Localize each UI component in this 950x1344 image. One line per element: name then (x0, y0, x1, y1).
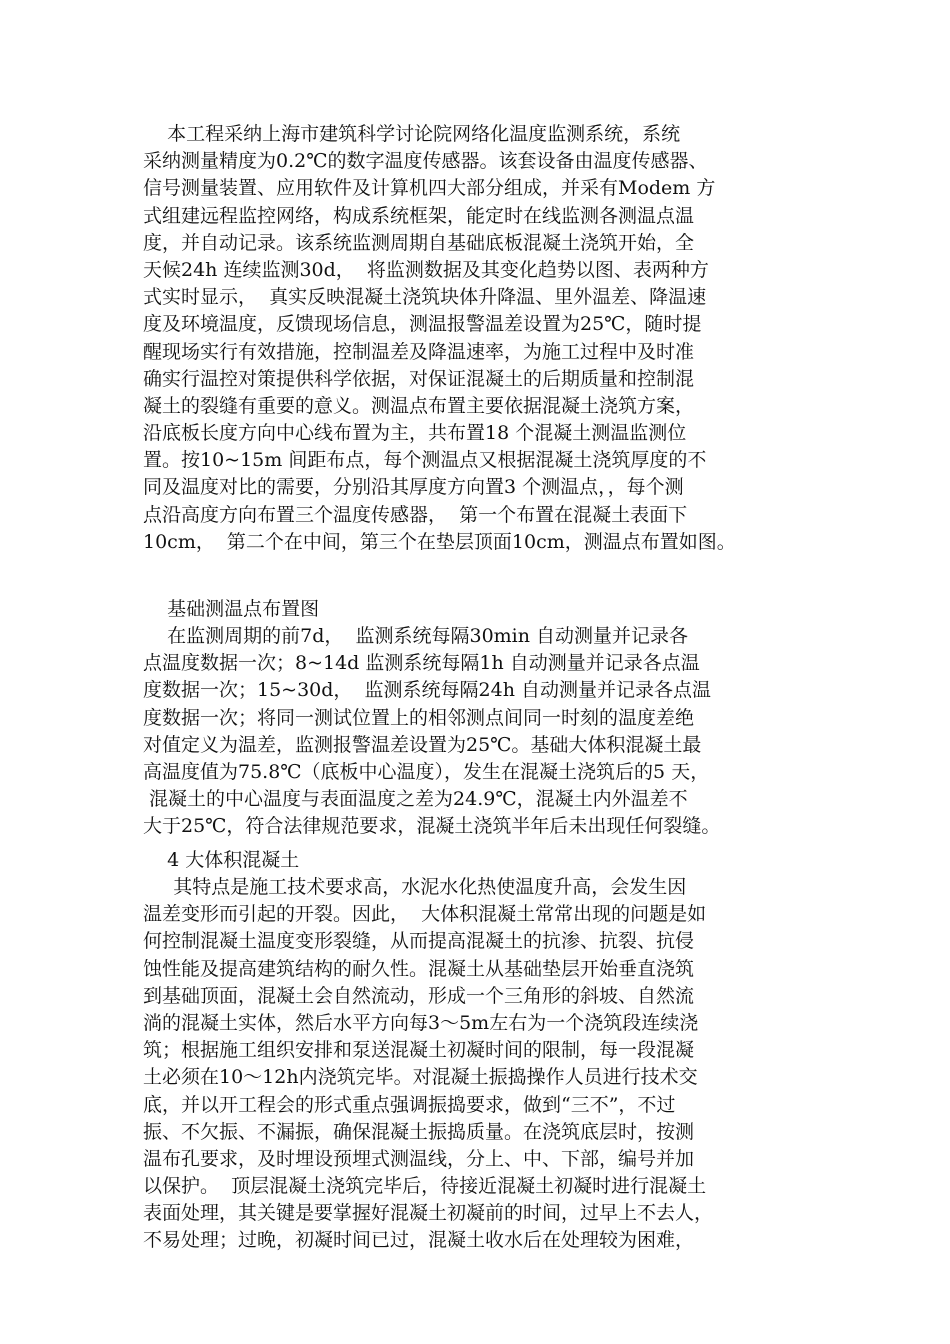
text-line: 本工程采纳上海市建筑科学讨论院网络化温度监测系统，系统 (143, 123, 681, 145)
text-line: 置。按10~15m 间距布点，每个测温点又根据混凝土浇筑厚度的不 (143, 449, 707, 472)
text-line: 底，并以开工程会的形式重点强调振捣要求，做到“三不”，不过 (143, 1093, 676, 1116)
text-line: 温差变形而引起的开裂。因此， 大体积混凝土常常出现的问题是如 (143, 903, 707, 926)
text-line: 确实行温控对策提供科学依据，对保证混凝土的后期质量和控制混 (143, 367, 695, 390)
text-line: 式实时显示， 真实反映混凝土浇筑块体升降温、里外温差、降温速 (143, 286, 707, 309)
text-line: 天候24h 连续监测30d， 将监测数据及其变化趋势以图、表两种方 (143, 258, 709, 281)
text-line: 度及环境温度，反馈现场信息，测温报警温差设置为25℃，随时提 (143, 313, 702, 336)
text-line: 不易处理；过晚，初凝时间已过，混凝土收水后在处理较为困难， (143, 1229, 695, 1252)
text-line: 到基础顶面，混凝土会自然流动，形成一个三角形的斜坡、自然流 (143, 984, 695, 1007)
caption-text: 基础测温点布置图 (143, 598, 320, 620)
text-line: 在监测周期的前7d， 监测系统每隔30min 自动测量并记录各 (143, 625, 689, 647)
text-line: 凝土的裂缝有重要的意义。测温点布置主要依据混凝土浇筑方案， (143, 394, 695, 417)
paragraph-mass-concrete (143, 874, 813, 1255)
text-line: 采纳测量精度为0.2℃的数字温度传感器。该套设备由温度传感器、 (143, 150, 708, 173)
text-line: 其特点是施工技术要求高，水泥水化热使温度升高，会发生因 (143, 876, 687, 898)
text-line: 大于25℃，符合法律规范要求，混凝土浇筑半年后未出现任何裂缝。 (143, 815, 721, 838)
text-line: 10cm， 第二个在中间，第三个在垫层顶面10cm，测温点布置如图。 (143, 530, 736, 553)
text-line: 表面处理，其关键是要掌握好混凝土初凝前的时间，过早上不去人， (143, 1202, 714, 1225)
text-line: 沿底板长度方向中心线布置为主，共布置18 个混凝土测温监测位 (143, 422, 687, 445)
text-line: 信号测量装置、应用软件及计算机四大部分组成，并采有Modem 方 (143, 177, 716, 200)
text-line: 醒现场实行有效措施，控制温差及降温速率，为施工过程中及时准 (143, 340, 695, 363)
text-line: 式组建远程监控网络，构成系统框架，能定时在线监测各测温点温 (143, 204, 695, 227)
text-line: 点沿高度方向布置三个温度传感器， 第一个布置在混凝土表面下 (143, 503, 688, 526)
text-line: 对值定义为温差，监测报警温差设置为25℃。基础大体积混凝土最 (143, 733, 702, 756)
text-line: 以保护。 顶层混凝土浇筑完毕后，待接近混凝土初凝时进行混凝土 (143, 1175, 707, 1198)
text-line: 高温度值为75.8℃（底板中心温度），发生在混凝土浇筑后的5 天， (143, 760, 710, 783)
text-line: 点温度数据一次；8~14d 监测系统每隔1h 自动测量并记录各点温 (143, 652, 700, 675)
text-line: 振、不欠振、不漏振，确保混凝土振捣质量。在浇筑底层时，按测 (143, 1120, 695, 1143)
text-line: 土必须在10～12h内浇筑完毕。对混凝土振捣操作人员进行技术交 (143, 1066, 698, 1089)
paragraph-monitoring-results (143, 623, 813, 841)
text-line: 度数据一次；将同一测试位置上的相邻测点间同一时刻的温度差绝 (143, 706, 695, 729)
text-line: 筑；根据施工组织安排和泵送混凝土初凝时间的限制，每一段混凝 (143, 1039, 695, 1062)
figure-caption (143, 596, 813, 623)
text-line: 同及温度对比的需要，分别沿其厚度方向置3 个测温点，，每个测 (143, 476, 684, 499)
section-heading-text: 4 大体积混凝土 (143, 849, 300, 871)
paragraph-monitoring-system (143, 121, 813, 556)
text-line: 温布孔要求，及时埋设预埋式测温线，分上、中、下部，编号并加 (143, 1147, 695, 1170)
text-line: 何控制混凝土温度变形裂缝，从而提高混凝土的抗渗、抗裂、抗侵 (143, 930, 695, 953)
section-heading (143, 847, 813, 874)
text-line: 蚀性能及提高建筑结构的耐久性。混凝土从基础垫层开始垂直浇筑 (143, 957, 695, 980)
text-line: 淌的混凝土实体，然后水平方向每3～5m左右为一个浇筑段连续浇 (143, 1011, 699, 1034)
text-line: 度数据一次；15~30d， 监测系统每隔24h 自动测量并记录各点温 (143, 679, 711, 702)
text-line: 混凝土的中心温度与表面温度之差为24.9℃，混凝土内外温差不 (143, 788, 688, 811)
text-line: 度，并自动记录。该系统监测周期自基础底板混凝土浇筑开始，全 (143, 231, 695, 254)
